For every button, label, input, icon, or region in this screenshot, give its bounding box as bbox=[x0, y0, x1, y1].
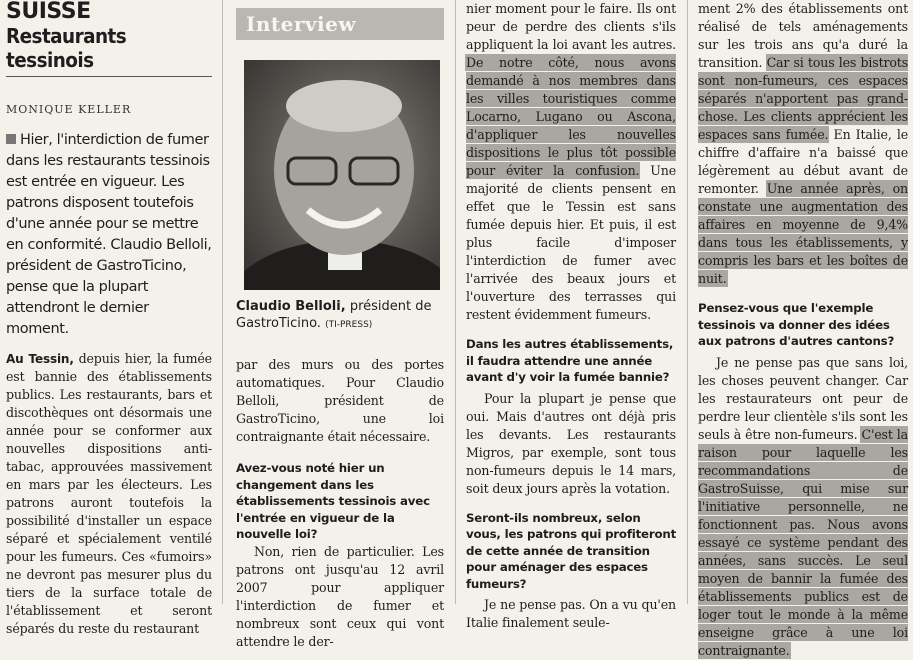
answer-1-highlight: De notre côté, nous avons demandé à nos membres dans les villes touristiques comme Locarno, Lugano ou Ascona, d'appliquer les nouvelles dispositions le plus tôt possible pour éviter la confusion. bbox=[466, 55, 676, 178]
answer-1-end: Une majorité de clients pensent en effet que le Tessin est sans fumée depuis hier. Et puis, il est plus facile d'imposer l'interdiction de fumer avec l'arrivée des beaux jours et l'ouverture des terrasses qui restent évidemment fumeurs. bbox=[466, 163, 676, 322]
answer-1-continued bbox=[466, 0, 676, 324]
caption-name: Claudio Belloli, bbox=[236, 299, 346, 314]
answer-3-mid: En Italie, le chiffre d'affaire n'a baissé que légèrement au début avant de remonter. bbox=[698, 127, 909, 196]
intro-lead-in: Au Tessin, bbox=[6, 352, 74, 366]
answer-3-cont: ment 2% des établissements ont réalisé de tels aménagements sur les trois ans qu'a duré la transition. bbox=[698, 1, 908, 70]
portrait-photo bbox=[244, 60, 440, 290]
answer-2: Pour la plupart je pense que oui. Mais d'autres ont déjà pris les devants. Les restaurants Migros, par exemple, sont tous non-fumeurs depuis le 14 mars, soit deux jours après la votation. bbox=[466, 390, 676, 496]
hair-shape bbox=[286, 80, 402, 132]
intro-paragraph bbox=[6, 350, 212, 638]
interview-banner bbox=[236, 8, 444, 40]
lead-square-icon bbox=[6, 134, 16, 144]
column-4 bbox=[698, 0, 908, 660]
answer-4-start: Je ne pense pas que sans loi, les choses peuvent changer. Car les restaurateurs ont peur de perdre leur clientèle s'ils sont les seuls à être non-fumeurs. bbox=[698, 354, 908, 442]
answer-1-start: Non, rien de particulier. Les patrons ont jusqu'au 12 avril 2007 pour appliquer l'interdiction de fumer et nombreux sont ceux qui vont attendre le der- bbox=[236, 543, 444, 649]
headline-rule bbox=[6, 76, 212, 77]
intro-text: depuis hier, la fumée est bannie des établissements publics. Les restaurants, bars et discothèques ont désormais une année pour se conformer aux nouvelles dispositions anti-tabac, approuvées massivement en mars par les électeurs. Les patrons auront toutefois la possibilité d'installer un espace séparé et spécialement ventilé pour les fumeurs. Ces «fumoirs» ne devront pas mesurer plus du tiers de la surface totale de l'établissement et seront séparés du reste du restaurant bbox=[6, 351, 212, 636]
question-3: Seront-ils nombreux, selon vous, les patrons qui profiteront de cette année de transition pour aménager des espaces fumeurs? bbox=[466, 510, 677, 591]
answer-3-highlight-1: Car si tous les bistrots sont non-fumeurs, ces espaces séparés n'apportent pas grand-chose. Les clients apprécient les espaces sans fumée. bbox=[698, 55, 909, 142]
lead-paragraph bbox=[6, 130, 212, 340]
column-2-continuation: par des murs ou des portes automatiques. Pour Claudio Belloli, président de GastroTicino, une loi contraignante était nécessaire. bbox=[236, 357, 444, 444]
headline: Restaurants tessinois bbox=[6, 24, 127, 72]
answer-3-highlight-2: Une année après, on constate une augmentation des affaires en moyenne de 9,4% dans tous les établissements, y compris les bars et les boîtes de nuit. bbox=[698, 181, 908, 286]
column-2 bbox=[236, 0, 444, 651]
lead-text: Hier, l'interdiction de fumer dans les restaurants tessinois est entrée en vigueur. Les patrons disposent toutefois d'une année pour se mettre en conformité. Claudio Belloli, président de GastroTicino, pense que la plupart attendront le dernier moment. bbox=[6, 132, 212, 337]
section-kicker: SUISSE bbox=[6, 0, 91, 24]
interview-label: Interview bbox=[246, 12, 357, 36]
answer-4-highlight: C'est la raison pour laquelle les recommandations de GastroSuisse, qui mise sur l'initiative personnelle, ne fonctionnent pas. Nous avons essayé ce système pendant des années, sans succès. Le seul moyen de bannir la fumée des établissements publics est de loger tout le monde à la même enseigne grâce à une loi contraignante. bbox=[698, 426, 908, 658]
question-4: Pensez-vous que l'exemple tessinois va donner des idées aux patrons d'autres cantons? bbox=[698, 301, 895, 348]
question-2: Dans les autres établissements, il faudra attendre une année avant d'y voir la fumée bannie? bbox=[466, 337, 674, 384]
column-rule bbox=[222, 0, 223, 604]
column-1 bbox=[6, 0, 212, 638]
column-rule bbox=[455, 0, 456, 604]
column-3 bbox=[466, 0, 676, 632]
portrait-illustration bbox=[244, 60, 440, 290]
photo-caption bbox=[236, 298, 444, 334]
caption-credit: (TI-PRESS) bbox=[325, 320, 373, 330]
column-rule bbox=[687, 0, 688, 604]
question-1: Avez-vous noté hier un changement dans les établissements tessinois avec l'entrée en vigueur de la nouvelle loi? bbox=[236, 461, 430, 541]
author-byline: MONIQUE KELLER bbox=[6, 103, 132, 116]
answer-4 bbox=[698, 354, 908, 660]
answer-3-start: Je ne pense pas. On a vu qu'en Italie finalement seule- bbox=[466, 597, 676, 630]
answer-3-continued bbox=[698, 0, 908, 288]
answer-1-cont: nier moment pour le faire. Ils ont peur de perdre des clients s'ils appliquent la loi avant les autres. bbox=[466, 1, 676, 52]
caption-role: président de GastroTicino. bbox=[236, 299, 432, 331]
